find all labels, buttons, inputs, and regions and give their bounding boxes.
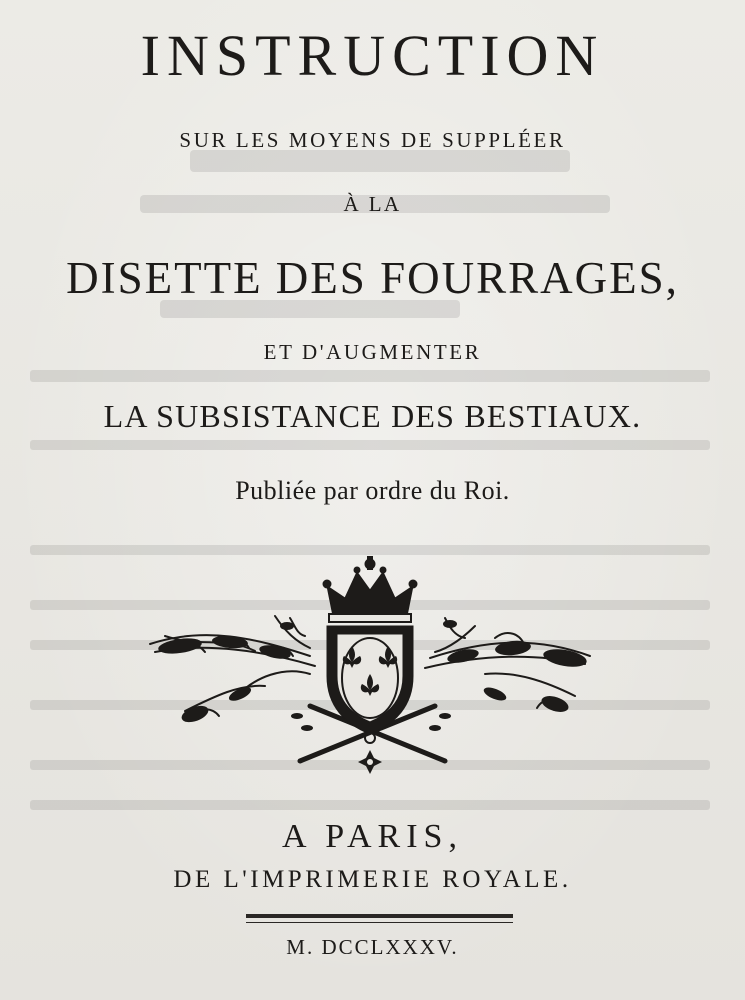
- left-leaf-clusters: [157, 622, 313, 731]
- publication-note: Publiée par ordre du Roi.: [235, 476, 510, 505]
- thin-rule-divider: [246, 922, 513, 923]
- subtitle-line-1: SUR LES MOYENS DE SUPPLÉER: [179, 128, 566, 152]
- subtitle-line-5: LA SUBSISTANCE DES BESTIAUX.: [103, 398, 642, 434]
- imprint-date: M. DCCLXXXV.: [286, 935, 459, 959]
- subtitle-line-4: ET D'AUGMENTER: [263, 340, 482, 364]
- imprint-place: A PARIS,: [282, 818, 463, 855]
- left-foliage-ornament: [150, 616, 315, 716]
- subtitle-line-2: À LA: [343, 192, 402, 216]
- royal-arms-vignette: [145, 556, 595, 788]
- title: INSTRUCTION: [140, 23, 605, 88]
- subtitle-line-3: DISETTE DES FOURRAGES,: [66, 253, 679, 303]
- crown-ornament: [323, 556, 417, 622]
- order-cross-icon: [358, 733, 382, 774]
- imprint-printer: DE L'IMPRIMERIE ROYALE.: [173, 866, 572, 893]
- thick-rule-divider: [246, 914, 513, 918]
- right-leaf-clusters: [429, 620, 588, 731]
